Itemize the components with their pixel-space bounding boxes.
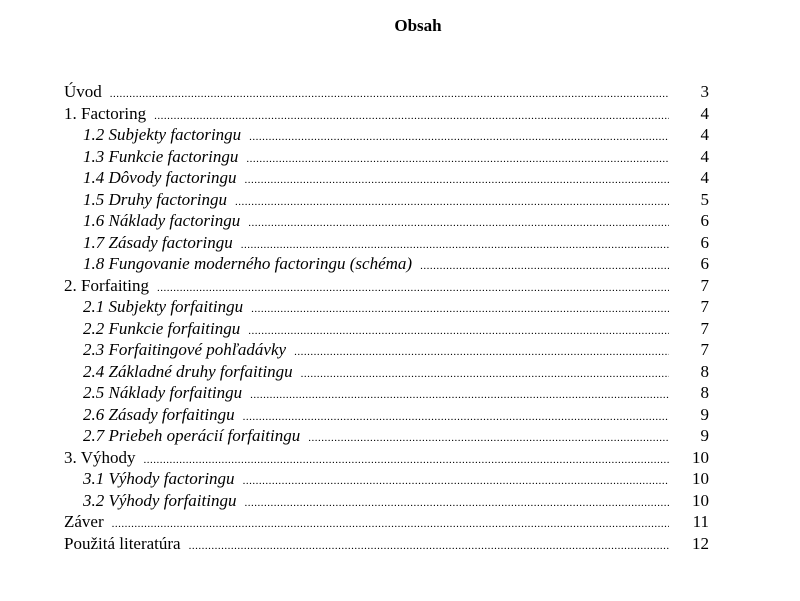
toc-leader-dots <box>301 364 669 386</box>
toc-entry-page: 8 <box>700 361 709 381</box>
toc-entry-page: 6 <box>700 232 709 252</box>
toc-entry <box>64 146 709 168</box>
toc-entry <box>64 103 709 125</box>
toc-entry <box>64 253 709 275</box>
toc-entry <box>64 361 709 383</box>
toc-entry <box>64 468 709 490</box>
toc-entry-page: 4 <box>700 103 709 123</box>
toc-leader-dots <box>249 127 669 149</box>
toc-entry <box>64 511 709 533</box>
toc-entry-page: 9 <box>700 426 709 445</box>
toc-leader-dots <box>294 342 669 364</box>
toc-entry-label: 1.8 Fungovanie moderného factoringu (schéma) <box>83 254 413 273</box>
toc-entry <box>64 404 709 426</box>
toc-leader-dots <box>243 471 669 493</box>
toc-entry-page: 9 <box>700 404 709 424</box>
toc-entry-label: 2.5 Náklady forfaitingu <box>83 383 243 402</box>
toc-entry-page: 8 <box>700 383 709 402</box>
toc-entry-page: 11 <box>692 512 709 531</box>
toc-leader-dots <box>235 192 669 214</box>
toc-leader-dots <box>244 493 669 515</box>
toc-entry <box>64 382 709 404</box>
toc-leader-dots <box>244 170 669 192</box>
toc-entry-label: 2.2 Funkcie forfaitingu <box>83 318 241 338</box>
toc-entry <box>64 124 709 146</box>
toc-entry-page: 6 <box>700 211 709 230</box>
toc-leader-dots <box>110 84 669 106</box>
toc-entry-page: 10 <box>692 447 709 467</box>
toc-entry <box>64 189 709 211</box>
toc-entry-label: 1. Factoring <box>64 103 147 123</box>
toc-entry-label: 1.6 Náklady factoringu <box>83 211 241 230</box>
toc-entry-label: 2.6 Zásady forfaitingu <box>83 404 235 424</box>
toc-entry-page: 10 <box>692 490 709 510</box>
toc-entry-page: 5 <box>700 189 709 209</box>
toc-entry-label: 2.3 Forfaitingové pohľadávky <box>83 340 287 359</box>
table-of-contents <box>64 81 709 554</box>
toc-entry-label: 1.5 Druhy factoringu <box>83 189 228 209</box>
toc-entry-page: 4 <box>700 125 709 144</box>
toc-leader-dots <box>248 213 669 235</box>
toc-entry-label: 2.1 Subjekty forfaitingu <box>83 297 244 316</box>
toc-leader-dots <box>420 256 669 278</box>
toc-leader-dots <box>251 299 669 321</box>
toc-leader-dots <box>308 428 669 450</box>
toc-leader-dots <box>243 407 669 429</box>
toc-entry-page: 4 <box>700 146 709 166</box>
page-title: Obsah <box>394 16 442 35</box>
toc-entry <box>64 81 709 103</box>
toc-entry-label: 2.4 Základné druhy forfaitingu <box>83 361 293 381</box>
toc-entry <box>64 210 709 232</box>
toc-entry-label: 1.4 Dôvody factoringu <box>83 168 237 187</box>
toc-leader-dots <box>250 385 669 407</box>
toc-entry-page: 7 <box>700 275 709 295</box>
toc-entry-label: 1.3 Funkcie factoringu <box>83 146 239 166</box>
toc-entry-label: 3. Výhody <box>64 447 136 467</box>
toc-entry <box>64 490 709 512</box>
toc-entry-page: 12 <box>692 533 709 553</box>
toc-entry-label: Použitá literatúra <box>64 533 181 553</box>
toc-leader-dots <box>248 321 669 343</box>
toc-entry-label: 3.2 Výhody forfaitingu <box>83 490 237 510</box>
toc-entry-label: 2.7 Priebeh operácií forfaitingu <box>83 426 301 445</box>
toc-entry-page: 7 <box>700 318 709 338</box>
toc-entry-page: 4 <box>700 168 709 187</box>
toc-entry-page: 7 <box>700 340 709 359</box>
toc-entry <box>64 533 709 555</box>
toc-leader-dots <box>189 536 669 558</box>
toc-entry-label: 1.2 Subjekty factoringu <box>83 125 242 144</box>
toc-entry-page: 3 <box>700 82 709 101</box>
toc-entry <box>64 275 709 297</box>
toc-entry <box>64 167 709 189</box>
toc-entry-page: 10 <box>692 469 709 488</box>
toc-entry-label: Záver <box>64 512 104 531</box>
toc-entry <box>64 339 709 361</box>
toc-entry <box>64 296 709 318</box>
toc-entry-label: 3.1 Výhody factoringu <box>83 469 235 488</box>
toc-leader-dots <box>246 149 669 171</box>
toc-leader-dots <box>112 514 669 536</box>
toc-entry <box>64 232 709 254</box>
toc-entry-page: 7 <box>700 297 709 316</box>
toc-entry <box>64 425 709 447</box>
toc-entry-label: Úvod <box>64 82 102 101</box>
toc-entry <box>64 447 709 469</box>
toc-entry-page: 6 <box>700 254 709 273</box>
toc-entry-label: 2. Forfaiting <box>64 275 149 295</box>
toc-entry <box>64 318 709 340</box>
toc-entry-label: 1.7 Zásady factoringu <box>83 232 233 252</box>
